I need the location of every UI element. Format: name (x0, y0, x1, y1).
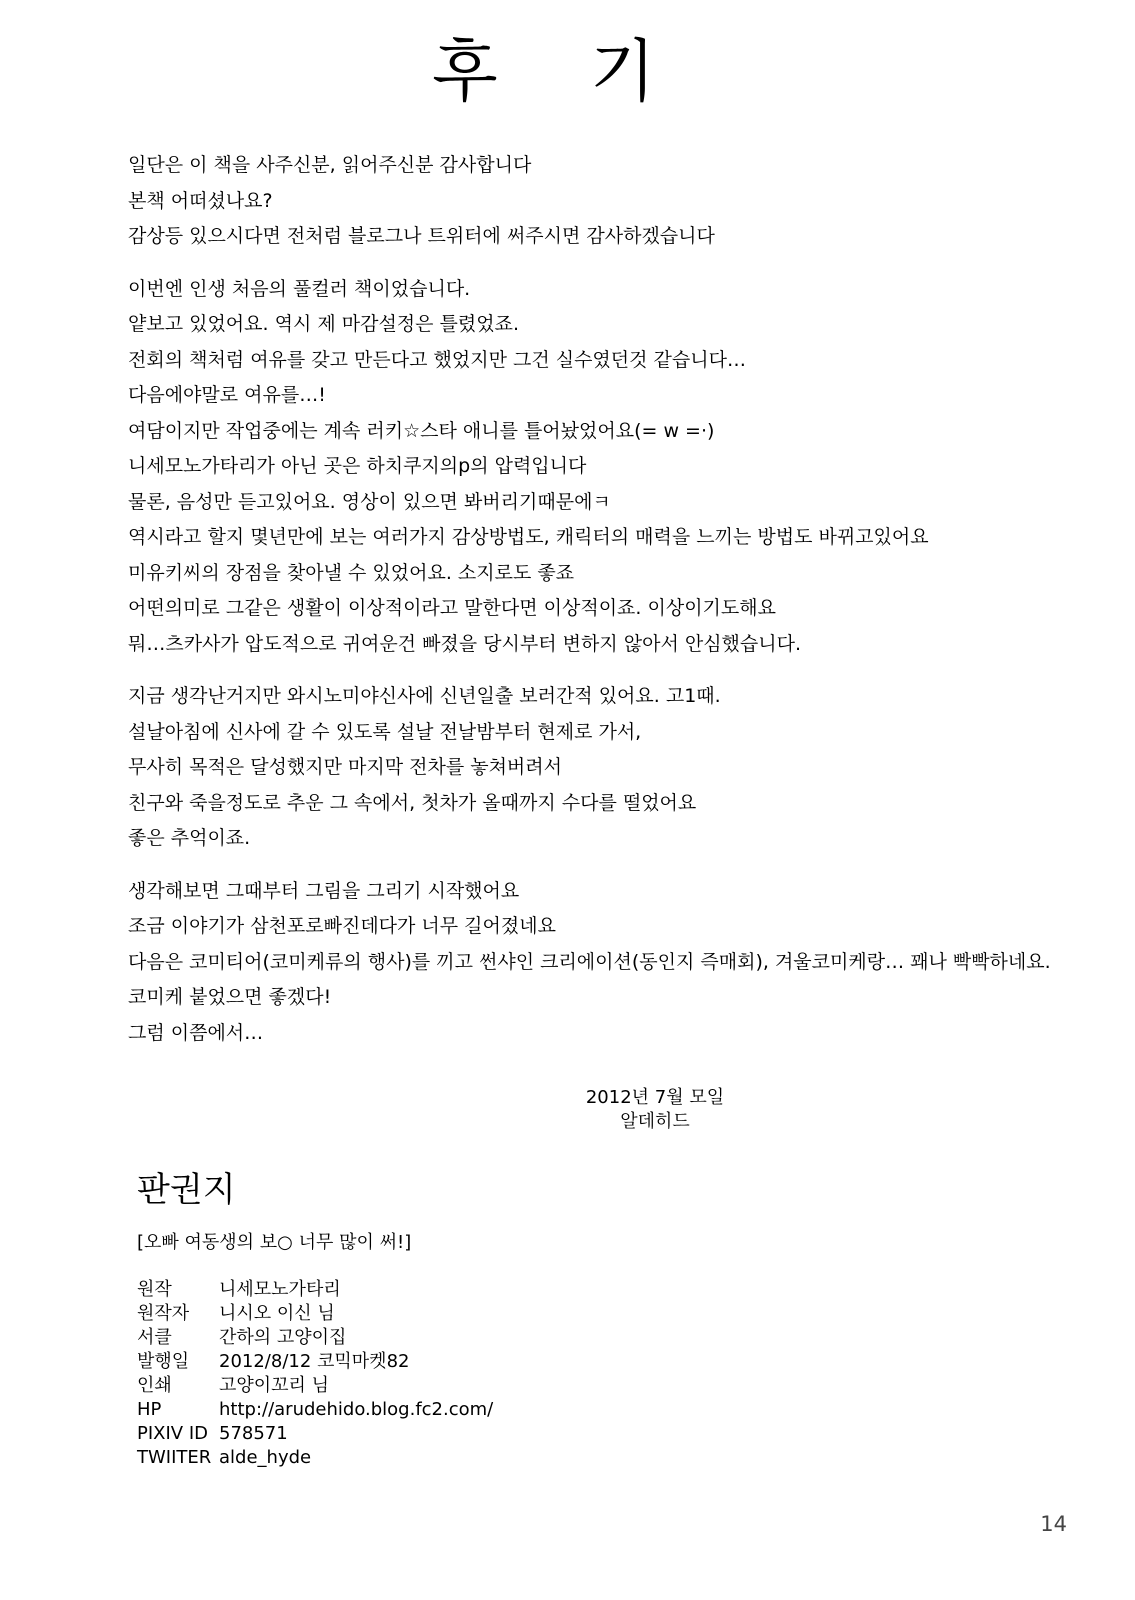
paragraph (128, 148, 1088, 255)
afterword-body (128, 148, 1088, 1068)
colophon-title: 판권지 (137, 1170, 236, 1210)
text-line: 그럼 이쯤에서… (128, 1021, 264, 1044)
text-line: 생각해보면 그때부터 그림을 그리기 시작했어요 (128, 879, 520, 902)
text-line: 친구와 죽을정도로 추운 그 속에서, 첫차가 올때까지 수다를 떨었어요 (128, 791, 697, 814)
text-line: 조금 이야기가 삼천포로빠진데다가 너무 길어졌네요 (128, 915, 556, 937)
text-line: 좋은 추억이죠. (128, 827, 251, 849)
colophon-value: 2012/8/12 코믹마켓82 (219, 1351, 410, 1372)
colophon-row (137, 1446, 493, 1470)
colophon-value: 578571 (219, 1423, 288, 1444)
colophon-key: TWIITER (137, 1447, 212, 1468)
signature-author: 알데히드 (620, 1111, 690, 1132)
colophon-key: HP (137, 1399, 162, 1420)
colophon-value: 고양이꼬리 님 (219, 1375, 330, 1396)
text-line: 전회의 책처럼 여유를 갖고 만든다고 했었지만 그건 실수였던것 같습니다… (128, 348, 746, 371)
colophon-row (137, 1374, 493, 1398)
text-line: 다음에야말로 여유를…! (128, 384, 326, 406)
title-char-2: 기 (590, 33, 656, 112)
text-line: 어떤의미로 그같은 생활이 이상적이라고 말한다면 이상적이죠. 이상이기도해요 (128, 597, 776, 619)
text-line: 물론, 음성만 듣고있어요. 영상이 있으면 봐버리기때문에ㅋ (128, 490, 611, 513)
text-line: 미유키씨의 장점을 찾아낼 수 있었어요. 소지로도 좋죠 (128, 561, 575, 584)
page-title (0, 28, 1135, 118)
text-line: 설날아침에 신사에 갈 수 있도록 설날 전날밤부터 현제로 가서, (128, 720, 642, 743)
colophon-value: 간하의 고양이집 (219, 1327, 347, 1348)
page-number: 14 (1040, 1512, 1067, 1536)
colophon-row (137, 1278, 493, 1302)
title-char-1: 후 (432, 33, 498, 112)
text-line: 이번엔 인생 처음의 풀컬러 책이었습니다. (128, 277, 471, 300)
signature-date: 2012년 7월 모일 (585, 1087, 725, 1108)
text-line: 무사히 목적은 달성했지만 마지막 전차를 놓쳐버려서 (128, 756, 562, 778)
colophon-key: 발행일 (137, 1351, 190, 1372)
paragraph (128, 874, 1088, 1052)
colophon-row (137, 1326, 493, 1350)
colophon-key: 인쇄 (137, 1375, 172, 1396)
colophon-row (137, 1422, 493, 1446)
text-line: 뭐…츠카사가 압도적으로 귀여운건 빠졌을 당시부터 변하지 않아서 안심했습니다. (128, 632, 801, 655)
paragraph (128, 272, 1088, 663)
text-line: 여담이지만 작업중에는 계속 러키☆스타 애니를 틀어놨었어요(= w =·) (128, 419, 715, 442)
colophon-value: 니세모노가타리 (219, 1279, 341, 1300)
colophon-value: 니시오 이신 님 (219, 1303, 335, 1324)
paragraph (128, 679, 1088, 857)
text-line: 일단은 이 책을 사주신분, 읽어주신분 감사합니다 (128, 154, 532, 176)
colophon-row (137, 1350, 493, 1374)
colophon-key: 원작자 (137, 1303, 190, 1324)
colophon-key: 서클 (137, 1327, 172, 1348)
colophon-key: 원작 (137, 1279, 172, 1300)
text-line: 얕보고 있었어요. 역시 제 마감설정은 틀렸었죠. (128, 313, 520, 335)
colophon-key: PIXIV ID (137, 1423, 209, 1444)
colophon-value: http://arudehido.blog.fc2.com/ (219, 1399, 494, 1420)
text-line: 니세모노가타리가 아닌 곳은 하치쿠지의p의 압력입니다 (128, 455, 587, 477)
colophon-subtitle: [오빠 여동생의 보○ 너무 많이 써!] (137, 1232, 412, 1253)
signature-block (530, 1086, 780, 1134)
text-line: 감상등 있으시다면 전처럼 블로그나 트위터에 써주시면 감사하겠습니다 (128, 225, 715, 247)
text-line: 코미케 붙었으면 좋겠다! (128, 986, 332, 1008)
colophon-table (137, 1278, 493, 1470)
text-line: 지금 생각난거지만 와시노미야신사에 신년일출 보러간적 있어요. 고1때. (128, 685, 721, 707)
text-line: 본책 어떠셨나요? (128, 189, 273, 212)
colophon-row (137, 1398, 493, 1422)
colophon-value: alde_hyde (219, 1447, 312, 1468)
text-line: 다음은 코미티어(코미케류의 행사)를 끼고 썬샤인 크리에이션(동인지 즉매회), 겨울코미케랑… 꽤나 빡빡하네요. (128, 950, 1051, 973)
colophon-row (137, 1302, 493, 1326)
text-line: 역시라고 할지 몇년만에 보는 여러가지 감상방법도, 캐릭터의 매력을 느끼는 방법도 바뀌고있어요 (128, 526, 929, 548)
